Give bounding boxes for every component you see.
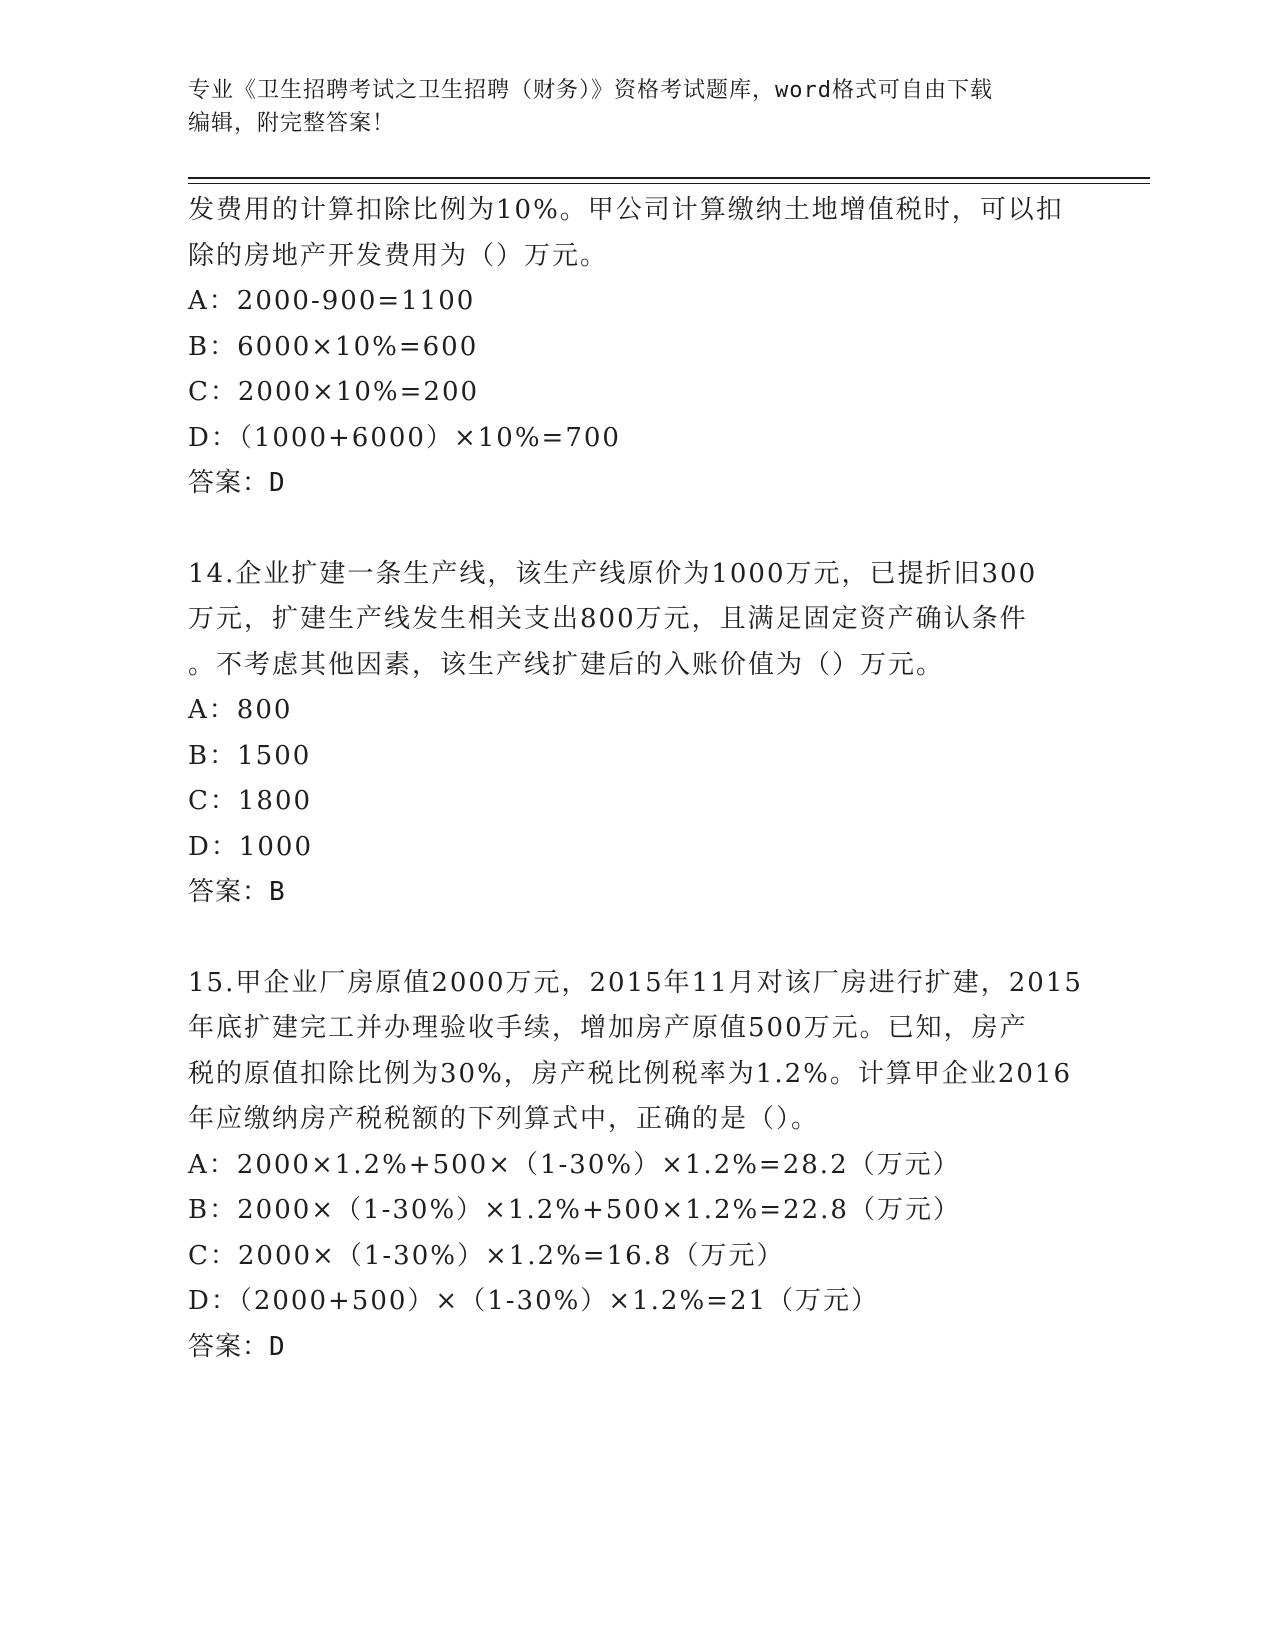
option-c: C：2000×（1-30%）×1.2%=16.8（万元） (188, 1240, 785, 1271)
question-stem-line: 14.企业扩建一条生产线，该生产线原价为1000万元，已提折旧300 (188, 558, 1038, 589)
option-c: C：1800 (188, 786, 313, 816)
header-line-1: 专业《卫生招聘考试之卫生招聘（财务）》资格考试题库，word格式可自由下载 (188, 78, 993, 103)
question-stem-line: 年底扩建完工并办理验收手续，增加房产原值500万元。已知，房产 (188, 1013, 1028, 1043)
spacer (188, 916, 1088, 961)
question-13 (188, 188, 1088, 507)
question-stem-line: 15.甲企业厂房原值2000万元，2015年11月对该厂房进行扩建，2015 (188, 967, 1083, 998)
question-15 (188, 961, 1088, 1371)
question-14 (188, 552, 1088, 916)
question-stem-line: 。不考虑其他因素，该生产线扩建后的入账价值为（）万元。 (188, 649, 945, 680)
option-d: D：1000 (188, 831, 314, 862)
option-b: B：6000×10%=600 (188, 331, 479, 362)
option-a: A：2000-900=1100 (188, 286, 476, 316)
question-stem-line: 年应缴纳房产税税额的下列算式中，正确的是（）。 (188, 1104, 820, 1134)
header-divider-thick (188, 177, 1150, 179)
option-b: B：2000×（1-30%）×1.2%+500×1.2%=22.8（万元） (188, 1195, 961, 1225)
answer-line: 答案：B (188, 877, 286, 907)
option-c: C：2000×10%=200 (188, 377, 480, 407)
option-a: A：800 (188, 695, 293, 725)
spacer (188, 507, 1088, 552)
question-stem-line: 税的原值扣除比例为30%，房产税比例税率为1.2%。计算甲企业2016 (188, 1058, 1073, 1089)
header-line-2: 编辑，附完整答案！ (188, 111, 396, 136)
answer-line: 答案：D (188, 468, 286, 498)
page-header (188, 74, 1088, 140)
question-list (188, 188, 1088, 1370)
question-stem-line: 万元，扩建生产线发生相关支出800万元，且满足固定资产确认条件 (188, 604, 1028, 634)
question-stem-line: 除的房地产开发费用为（）万元。 (188, 240, 609, 271)
option-d: D：（1000+6000）×10%=700 (188, 422, 621, 453)
header-divider-thin (188, 183, 1150, 184)
question-stem-line: 发费用的计算扣除比例为10%。甲公司计算缴纳土地增值税时，可以扣 (188, 195, 1064, 225)
option-a: A：2000×1.2%+500×（1-30%）×1.2%=28.2（万元） (188, 1149, 961, 1180)
option-d: D：（2000+500）×（1-30%）×1.2%=21（万元） (188, 1286, 880, 1316)
answer-line: 答案：D (188, 1331, 286, 1362)
option-b: B：1500 (188, 740, 312, 771)
